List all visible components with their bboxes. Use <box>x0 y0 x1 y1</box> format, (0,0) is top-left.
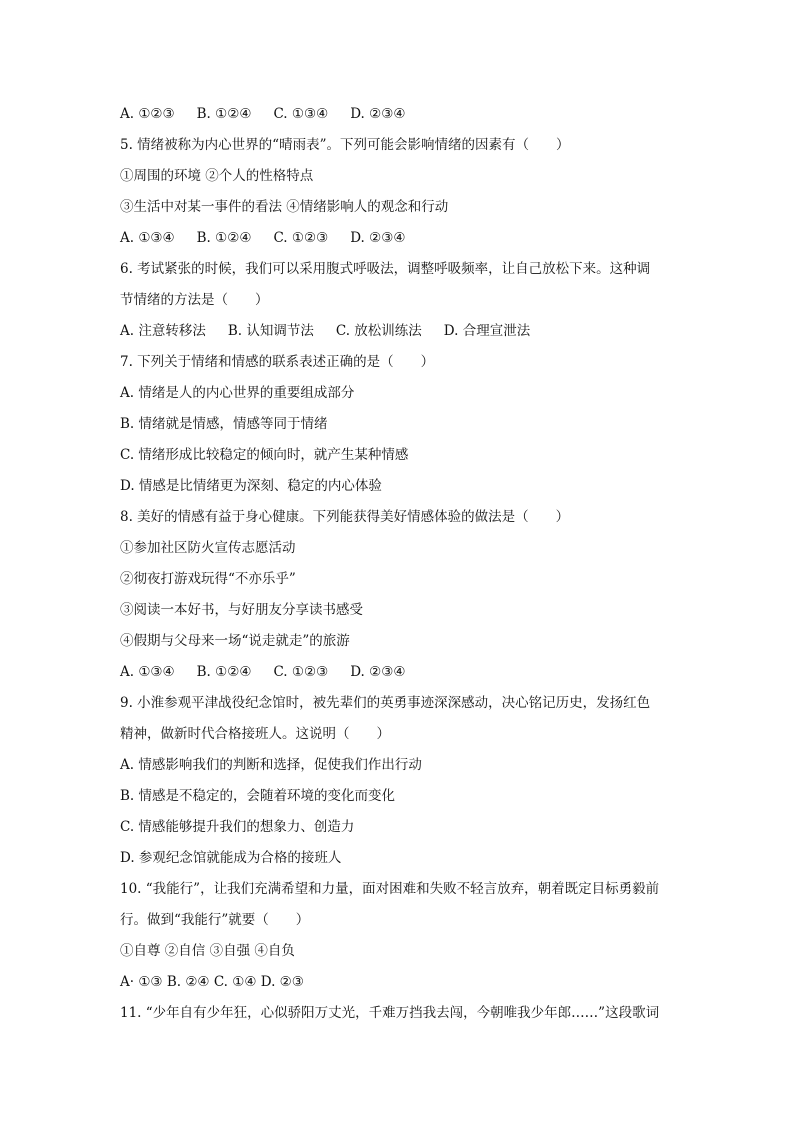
answer-option: D. ②③④ <box>350 230 406 246</box>
text-line: 精神，做新时代合格接班人。这说明（ ） <box>120 726 390 742</box>
text-line: ①参加社区防火宣传志愿活动 <box>120 540 296 556</box>
answer-option: A. 注意转移法 <box>120 323 206 339</box>
answer-option: A. ①②③ <box>120 106 175 122</box>
text-line: B. 情感是不稳定的，会随着环境的变化而变化 <box>120 788 396 804</box>
text-line: 7. 下列关于情绪和情感的联系表述正确的是（ ） <box>120 354 435 370</box>
text-line: C. 情感能够提升我们的想象力、创造力 <box>120 819 355 835</box>
answer-option: B. ①②④ <box>196 230 252 246</box>
text-line: 5. 情绪被称为内心世界的“晴雨表”。下列可能会影响情绪的因素有（ ） <box>120 137 570 153</box>
text-line: ①自尊 ②自信 ③自强 ④自负 <box>120 943 295 959</box>
text-line: B. 情绪就是情感，情感等同于情绪 <box>120 416 328 432</box>
answer-option: D. ②③④ <box>350 664 406 680</box>
answer-option: C. ①③④ <box>273 106 329 122</box>
text-line: 节情绪的方法是（ ） <box>120 292 269 308</box>
text-line: 6. 考试紧张的时候，我们可以采用腹式呼吸法，调整呼吸频率，让自己放松下来。这种调 <box>120 261 651 277</box>
text-line: 10. “我能行”，让我们充满希望和力量，面对困难和失败不轻言放弃，朝着既定目标勇毅前 <box>120 881 660 897</box>
answer-option: D. 合理宣泄法 <box>443 323 531 339</box>
text-line: D. 参观纪念馆就能成为合格的接班人 <box>120 850 342 866</box>
answer-option: D. ②③④ <box>350 106 406 122</box>
answer-option: C. ①②③ <box>273 664 329 680</box>
text-line: 行。做到“我能行”就要（ ） <box>120 912 310 928</box>
text-line: D. 情感是比情绪更为深刻、稳定的内心体验 <box>120 478 382 494</box>
answer-option: B. ①②④ <box>196 106 252 122</box>
answer-option: A. ①③④ <box>120 664 175 680</box>
answer-option: A. ①③④ <box>120 230 175 246</box>
text-line: ④假期与父母来一场“说走就走”的旅游 <box>120 633 350 649</box>
answer-option: C. ①②③ <box>273 230 329 246</box>
text-line: A. 情感影响我们的判断和选择，促使我们作出行动 <box>120 757 422 773</box>
answer-options-row <box>120 104 680 124</box>
text-line: ①周围的环境 ②个人的性格特点 <box>120 168 314 184</box>
answer-option: B. 认知调节法 <box>227 323 314 339</box>
answer-option: B. ①②④ <box>196 664 252 680</box>
text-line: 9. 小淮参观平津战役纪念馆时，被先辈们的英勇事迹深深感动，决心铭记历史，发扬红色 <box>120 695 651 711</box>
text-line: 11. “少年自有少年狂，心似骄阳万丈光，千难万挡我去闯，今朝唯我少年郎……”这段歌词 <box>120 1005 660 1021</box>
answer-options-row <box>120 228 680 248</box>
text-line: A. 情绪是人的内心世界的重要组成部分 <box>120 385 355 401</box>
answer-option: C. 放松训练法 <box>335 323 422 339</box>
text-line: ③生活中对某一事件的看法 ④情绪影响人的观念和行动 <box>120 199 449 215</box>
text-line: C. 情绪形成比较稳定的倾向时，就产生某种情感 <box>120 447 409 463</box>
text-line: ③阅读一本好书，与好朋友分享读书感受 <box>120 602 363 618</box>
text-line: 8. 美好的情感有益于身心健康。下列能获得美好情感体验的做法是（ ） <box>120 509 570 525</box>
text-line: A· ①③ B. ②④ C. ①④ D. ②③ <box>120 974 304 990</box>
answer-options-row <box>120 662 680 682</box>
answer-options-row <box>120 321 680 341</box>
text-line: ②彻夜打游戏玩得“不亦乐乎” <box>120 571 296 587</box>
